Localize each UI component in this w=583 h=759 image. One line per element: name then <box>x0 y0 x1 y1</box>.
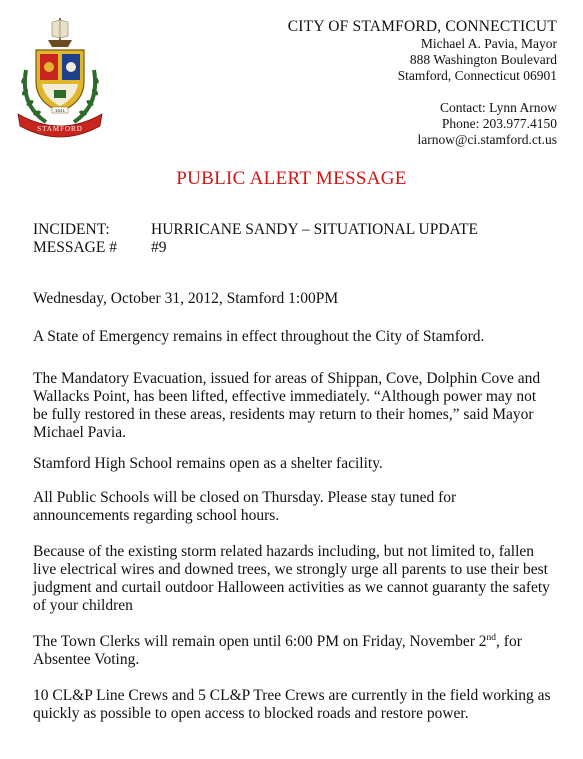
incident-row <box>33 221 478 239</box>
city-state-zip: Stamford, Connecticut 06901 <box>397 68 557 83</box>
contact-phone: Phone: 203.977.4150 <box>441 116 557 131</box>
message-label: MESSAGE # <box>33 239 117 256</box>
town-clerks-text: The Town Clerks will remain open until 6:00 PM on Friday, November 2 <box>33 633 487 650</box>
paragraph-schools: All Public Schools will be closed on Thursday. Please stay tuned for announcements regarding school hours. <box>33 489 457 524</box>
seal-graphic <box>16 10 104 140</box>
seal-year: 1641 <box>54 108 66 113</box>
paragraph-shelter: Stamford High School remains open as a shelter facility. <box>33 455 383 472</box>
mayor-name: Michael A. Pavia, Mayor <box>420 36 557 51</box>
contact-block <box>257 100 557 148</box>
street-address: 888 Washington Boulevard <box>409 52 557 67</box>
incident-value: HURRICANE SANDY – SITUATIONAL UPDATE <box>151 221 478 238</box>
letterhead <box>257 18 557 84</box>
ordinal-suffix: nd <box>486 632 497 643</box>
paragraph-state-of-emergency: A State of Emergency remains in effect throughout the City of Stamford. <box>33 328 485 345</box>
contact-name: Contact: Lynn Arnow <box>440 100 557 115</box>
city-name: CITY OF STAMFORD, CONNECTICUT <box>287 18 557 35</box>
town-clerks-text-end: , for Absentee Voting. <box>33 633 522 668</box>
paragraph-town-clerks <box>33 633 553 669</box>
contact-email: larnow@ci.stamford.ct.us <box>417 132 557 147</box>
dateline: Wednesday, October 31, 2012, Stamford 1:00PM <box>33 290 339 307</box>
message-number: #9 <box>151 239 167 256</box>
paragraph-evacuation: The Mandatory Evacuation, issued for areas of Shippan, Cove, Dolphin Cove and Wallacks Point, has been lifted, effective immediately. “Although power may not be fully restored in these areas, residents may return to their homes,” said Mayor Michael Pavia. <box>33 370 541 441</box>
incident-label: INCIDENT: <box>33 221 110 238</box>
incident-block <box>33 221 478 257</box>
message-row <box>33 239 478 257</box>
seal-banner-text: STAMFORD <box>37 125 83 133</box>
paragraph-halloween: Because of the existing storm related hazards including, but not limited to, fallen live electrical wires and downed trees, we strongly urge all parents to use their best judgment and curtail outdoor Halloween activities as we cannot guaranty the safety of your children <box>33 543 550 614</box>
paragraph-crews: 10 CL&P Line Crews and 5 CL&P Tree Crews are currently in the field working as quickly as possible to open access to blocked roads and restore power. <box>33 687 551 722</box>
city-seal-logo <box>16 10 104 140</box>
alert-title: PUBLIC ALERT MESSAGE <box>176 168 407 189</box>
